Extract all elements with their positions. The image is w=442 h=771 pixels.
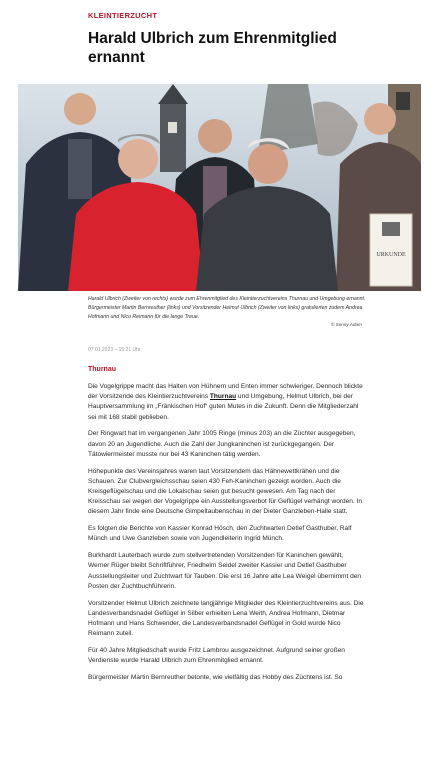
photo-caption: Harald Ulbrich (Zweiter von rechts) wurde zum Ehrenmitglied des Kleintierzuchtvereins Thurnau und Umgebung ernannt. Bürgermeister Martin Bernreuther (links) und Vorsitzender Helmut Ulbrich (Zweiter von links) gratulierten zudem Andrea Hofmann und Nico Reimann für die lange Treue. bbox=[88, 296, 366, 320]
publish-date: 07.01.2023 – 15:21 Uhr bbox=[88, 347, 141, 353]
paragraph-text: Die Vogelgrippe macht das Halten von Hühnern und Enten immer schwieriger. Dennoch blickte der Vorsitzende des Kleintierzuchtvereins bbox=[88, 383, 363, 401]
paragraph: Burkhardt Lauterbach wurde zum stellvertretenden Vorsitzenden für Kaninchen gewählt, Werner Rüger bleibt Schriftführer, Friedhelm Seidel zweiter Kassier und Detlef Gasthuber Ausstellungsleiter und Zuchtwart für Tauben. Die erst 16 Jahre alte Lea Weigel übernimmt den Posten der Zuchtbuchführerin. bbox=[88, 552, 362, 590]
paragraph: Höhepunkte des Vereinsjahres waren laut Vorsitzendem das Hähnewettkrähen und die Schauen. Zur Clubvergleichsschau seien 430 Feh-Kaninchen gezeigt worden. Auch die Kreisgeflügelschau und die Lokalschau seien gut besucht gewesen. Am Tag nach der Kreisschau sei wegen der Vogelgrippe ein Ausstellungsverbot für Geflügel verhängt worden. In diesem Jahr finde eine Deutsche Gimpeltaubenschau in der Dieter Ganzleben-Halle statt. bbox=[88, 467, 363, 516]
article-photo[interactable] bbox=[18, 84, 421, 291]
paragraph: Für 40 Jahre Mitgliedschaft wurde Fritz Lambrou ausgezeichnet. Aufgrund seiner großen Verdienste wurde Harald Ulbrich zum Ehrenmitglied ernannt. bbox=[88, 647, 345, 665]
article-body bbox=[88, 382, 364, 690]
thurnau-link[interactable]: Thurnau bbox=[209, 393, 237, 401]
paragraph: Vorsitzender Helmut Ulbrich zeichnete langjährige Mitglieder des Kleintierzuchtvereins aus. Die Landesverbandsnadel Geflügel in Silber erhielten Lena Weith, Andrea Hofmann, Dietmar Hofmann und Hans Schwender, die Landesverbandsnadel Geflügel in Gold wurde Nico Reimann zuteil. bbox=[88, 599, 364, 638]
paragraph bbox=[88, 382, 364, 423]
group-photo bbox=[18, 84, 421, 291]
paragraph-text: und Umgebung, Helmut Ulbrich, bei der Hauptversammlung im „Fränkischen Hof“ guten Mutes in die Zukunft. Denn die Mitgliederzahl sei mit 168 stabil geblieben. bbox=[88, 393, 359, 421]
paragraph: Der Ringwart hat im vergangenen Jahr 1005 Ringe (minus 203) an die Züchter ausgegeben, davon 20 an Jugendliche. Auch die Zahl der Jungkaninchen ist zurückgegangen. Der Tätowiermeister musste nur bei 43 Kaninchen tätig werden. bbox=[88, 430, 356, 458]
certificate-text: URKUNDE bbox=[376, 252, 406, 258]
paragraph: Es folgten die Berichte von Kassier Konrad Hösch, den Zuchtwarten Detlef Gasthuber, Ralf Münch und Uwe Ganzleben sowie von Jugendleiterin Ingrid Münch. bbox=[88, 525, 352, 543]
article-kicker[interactable]: KLEINTIERZUCHT bbox=[88, 11, 158, 20]
paragraph: Bürgermeister Martin Bernreuther betonte, wie vielfältig das Hobby des Züchtens ist. So bbox=[88, 674, 343, 682]
dateline-location: Thurnau bbox=[88, 366, 116, 373]
photo-credit: © Sonny Adam bbox=[331, 322, 362, 327]
article-title: Harald Ulbrich zum Ehrenmitglied ernannt bbox=[88, 30, 337, 66]
